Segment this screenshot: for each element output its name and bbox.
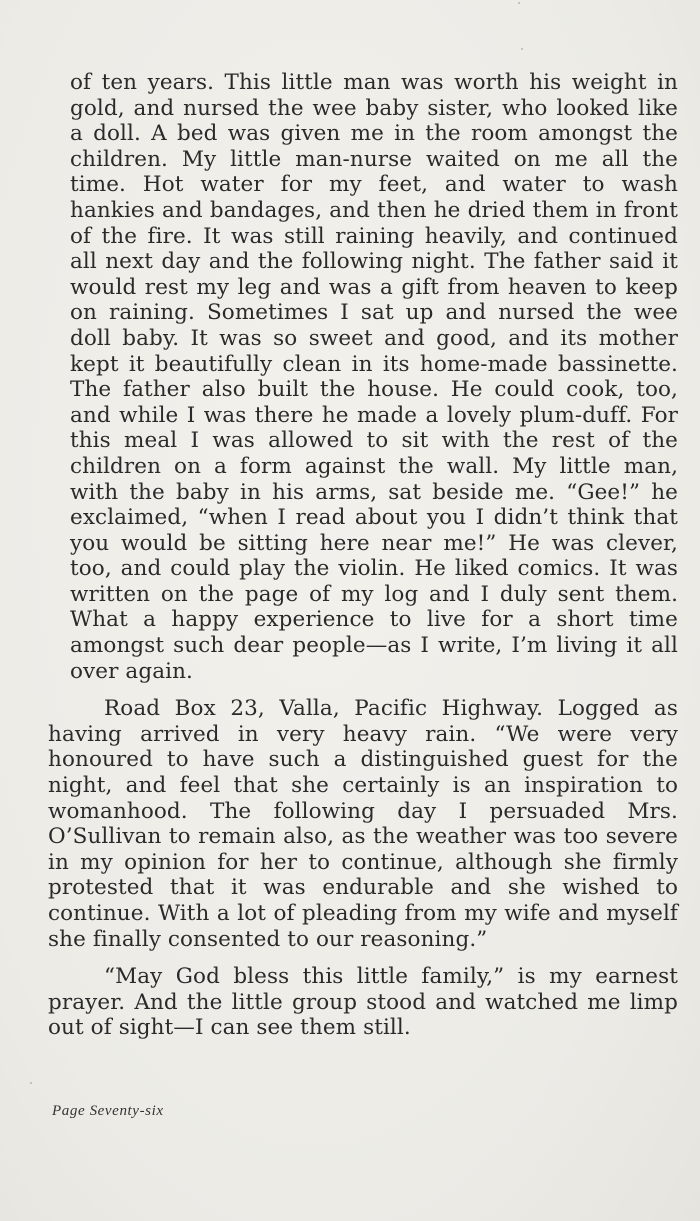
body-text xyxy=(48,70,678,1041)
paragraph-closing-prayer: “May God bless this little family,” is my earnest prayer. And the little group stood and watched me limp out of sight—I can see them still. xyxy=(48,964,678,1041)
page-speck xyxy=(30,1082,32,1084)
paragraph-continued: of ten years. This little man was worth his weight in gold, and nursed the wee baby sister, who looked like a doll. A bed was given me in the room amongst the children. My little man-nurse waited on me all the time. Hot water for my feet, and water to wash hankies and bandages, and then he dried them in front of the fire. It was still raining heavily, and continued all next day and the following night. The father said it would rest my leg and was a gift from heaven to keep on raining. Sometimes I sat up and nursed the wee doll baby. It was so sweet and good, and its mother kept it beautifully clean in its home-made bassinette. The father also built the house. He could cook, too, and while I was there he made a lovely plum-duff. For this meal I was allowed to sit with the rest of the children on a form against the wall. My little man, with the baby in his arms, sat beside me. “Gee!” he exclaimed, “when I read about you I didn’t think that you would be sitting here near me!” He was clever, too, and could play the violin. He liked comics. It was written on the page of my log and I duly sent them. What a happy experience to live for a short time amongst such dear people—as I write, I’m living it all over again. xyxy=(70,70,678,684)
page-number-label: Page Seventy-six xyxy=(52,1103,164,1119)
page-speck xyxy=(521,48,523,50)
paragraph-logbook-entry: Road Box 23, Valla, Pacific Highway. Logged as having arrived in very heavy rain. “We were very honoured to have such a distinguished guest for the night, and feel that she certainly is an inspiration to womanhood. The following day I persuaded Mrs. O’Sullivan to remain also, as the weather was too severe in my opinion for her to continue, although she firmly protested that it was endurable and she wished to continue. With a lot of pleading from my wife and myself she finally consented to our reasoning.” xyxy=(48,696,678,952)
page-speck xyxy=(518,2,520,4)
